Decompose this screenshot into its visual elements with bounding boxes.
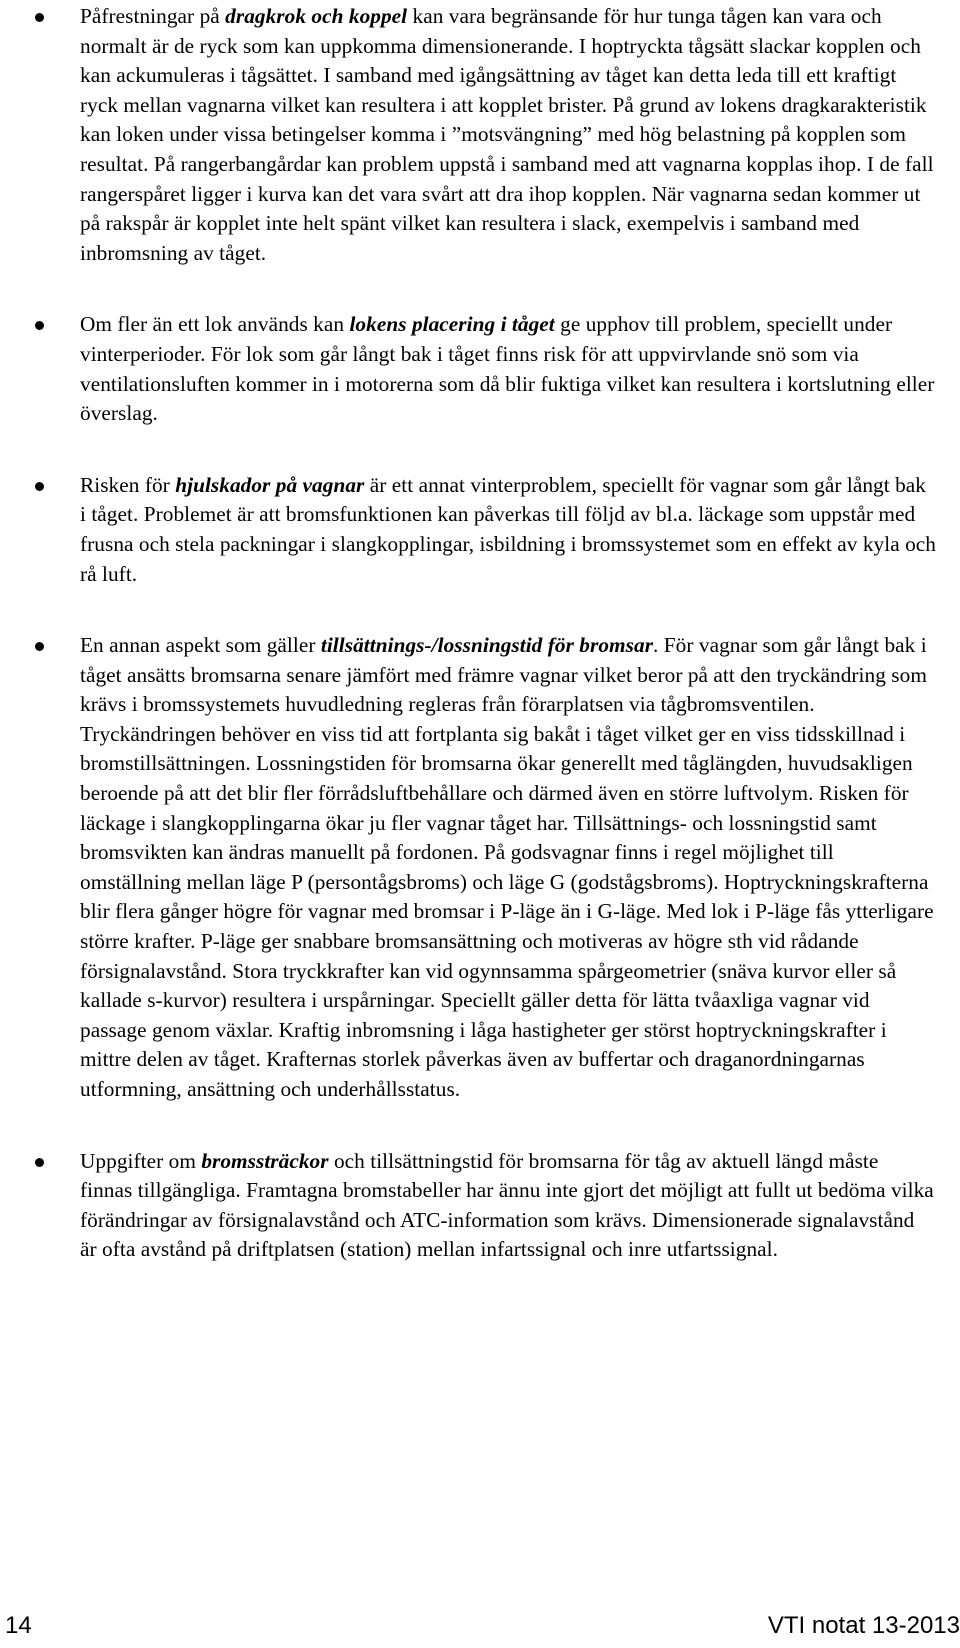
emphasized-term: lokens placering i tåget [349,312,555,337]
bullet-item [0,631,960,1105]
emphasized-term: tillsättnings-/lossningstid för bromsar [320,633,654,658]
paragraph-text: Risken för [80,472,176,497]
bullet-item [0,1147,960,1265]
emphasized-term: bromssträckor [201,1148,329,1173]
bullet-icon [35,321,44,330]
document-body [0,2,960,1307]
paragraph [80,310,936,428]
paragraph [80,2,936,268]
bullet-item [0,310,960,428]
paragraph-text: En annan aspekt som gäller [80,633,321,658]
paragraph-text: ge upphov till problem, speciellt under vinterperioder. För lok som går långt bak i tåget finns risk för att uppvirvlande snö som via ventilationsluften kommer in i motorerna som då blir fuktiga vilket kan resultera i kortslutning eller överslag. [80,312,935,426]
report-id: VTI notat 13-2013 [767,1612,960,1639]
paragraph [80,1147,936,1265]
bullet-icon [35,1158,44,1167]
paragraph-text: Om fler än ett lok används kan [80,312,350,337]
paragraph-text: Påfrestningar på [80,4,226,28]
paragraph-text: är ett annat vinterproblem, speciellt för vagnar som går långt bak i tåget. Problemet är att bromsfunktionen kan påverkas till följd av bl.a. läckage som uppstår med frusna och stela packningar i slangkopplingar, isbildning i bromssystemet som en effekt av kyla och rå luft. [80,472,936,586]
page-footer [0,1606,960,1646]
page-number: 14 [5,1612,32,1639]
bullet-icon [35,642,44,651]
paragraph-text: . För vagnar som går långt bak i tåget ansätts bromsarna senare jämfört med främre vagnar vilket beror på att den tryckändring som krävs i bromssystemets huvudledning regleras från förarplatsen via tågbromsventilen. Tryckändringen behöver en viss tid att fortplanta sig bakåt i tåget vilket ger en viss tidsskillnad i bromstillsättningen. Lossningstiden för bromsarna ökar generellt med tåglängden, huvudsakligen beroende på att det blir fler förrådsluftbehållare och därmed även en större luftvolym. Risken för läckage i slangkopplingarna ökar ju fler vagnar tåget har. Tillsättnings- och lossningstid samt bromsvikten kan ändras manuellt på fordonen. På godsvagnar finns i regel möjlighet till omställning mellan läge P (persontågsbroms) och läge G (godstågsbroms). Hoptryckningskrafterna blir flera gånger högre för vagnar med bromsar i P-läge än i G-läge. Med lok i P-läge fås ytterligare större krafter. P-läge ger snabbare bromsansättning och motiveras av högre sth vid rådande försignalavstånd. Stora tryckkrafter kan vid ogynnsamma spårgeometrier (snäva kurvor eller så kallade s-kurvor) resultera i urspårningar. Speciellt gäller detta för lätta tvåaxliga vagnar vid passage genom växlar. Kraftig inbromsning i låga hastigheter ger störst hoptryckningskrafter i mittre delen av tåget. Krafternas storlek påverkas även av buffertar och draganordningarnas utformning, ansättning och underhållsstatus. [80,633,934,1101]
bullet-item [0,471,960,589]
paragraph-text: och tillsättningstid för bromsarna för tåg av aktuell längd måste finnas tillgängliga. Framtagna bromstabeller har ännu inte gjort det möjligt att fullt ut bedöma vilka förändringar av försignalavstånd och ATC-information som krävs. Dimensionerade signalavstånd är ofta avstånd på driftplatsen (station) mellan infartssignal och inre utfartssignal. [80,1148,934,1262]
paragraph [80,631,936,1105]
paragraph-text: kan vara begränsande för hur tunga tågen kan vara och normalt är de ryck som kan uppkomma dimensionerande. I hoptryckta tågsätt slackar kopplen och kan ackumuleras i tågsättet. I samband med igångsättning av tåget kan detta leda till ett kraftigt ryck mellan vagnarna vilket kan resultera i att kopplet brister. På grund av lokens dragkarakteristik kan loken under vissa betingelser komma i ”motsvängning” med hög belastning på kopplen som resultat. På rangerbangårdar kan problem uppstå i samband med att vagnarna kopplas ihop. I de fall rangerspåret ligger i kurva kan det vara svårt att dra ihop kopplen. När vagnarna sedan kommer ut på rakspår är kopplet inte helt spänt vilket kan resultera i slack, exempelvis i samband med inbromsning av tåget. [80,4,934,265]
emphasized-term: hjulskador på vagnar [175,472,365,497]
emphasized-term: dragkrok och koppel [225,4,408,28]
bullet-icon [35,13,44,22]
paragraph [80,471,936,589]
bullet-item [0,2,960,268]
paragraph-text: Uppgifter om [80,1148,202,1173]
bullet-icon [35,482,44,491]
